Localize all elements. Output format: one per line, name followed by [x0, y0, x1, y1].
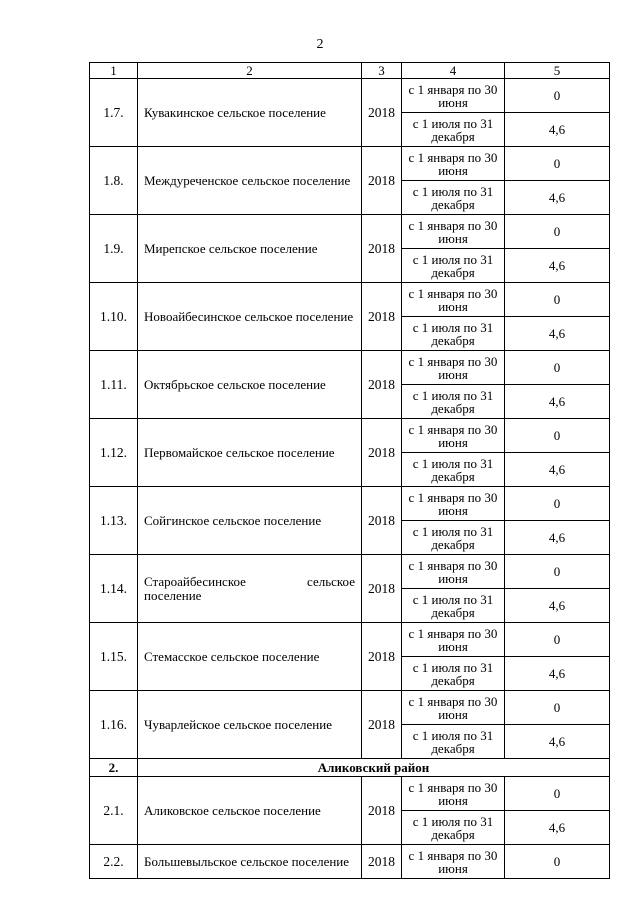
- table-row: [90, 691, 610, 725]
- settlement-name: Кувакинское сельское поселение: [138, 79, 362, 147]
- table-row: [90, 555, 610, 589]
- table-row: [90, 215, 610, 249]
- period-first-half: с 1 января по 30 июня: [402, 351, 505, 385]
- row-number: 1.15.: [90, 623, 138, 691]
- row-number: 1.7.: [90, 79, 138, 147]
- settlement-name: Октябрьское сельское поселение: [138, 351, 362, 419]
- period-second-half: с 1 июля по 31 декабря: [402, 181, 505, 215]
- year-cell: 2018: [362, 845, 402, 879]
- value-second-half: 4,6: [505, 657, 610, 691]
- period-second-half: с 1 июля по 31 декабря: [402, 113, 505, 147]
- section-number: 2.: [90, 759, 138, 777]
- table-row: [90, 351, 610, 385]
- period-first-half: с 1 января по 30 июня: [402, 691, 505, 725]
- settlement-name: Междуреченское сельское поселение: [138, 147, 362, 215]
- tariff-table: [89, 62, 610, 879]
- row-number: 1.12.: [90, 419, 138, 487]
- column-header: 3: [362, 63, 402, 79]
- row-number: 2.1.: [90, 777, 138, 845]
- row-number: 1.9.: [90, 215, 138, 283]
- table-row: [90, 147, 610, 181]
- table-row: [90, 419, 610, 453]
- period-first-half: с 1 января по 30 июня: [402, 419, 505, 453]
- row-number: 2.2.: [90, 845, 138, 879]
- period-first-half: с 1 января по 30 июня: [402, 623, 505, 657]
- value-first-half: 0: [505, 691, 610, 725]
- value-second-half: 4,6: [505, 317, 610, 351]
- year-cell: 2018: [362, 623, 402, 691]
- period-second-half: с 1 июля по 31 декабря: [402, 811, 505, 845]
- table-row: [90, 487, 610, 521]
- period-second-half: с 1 июля по 31 декабря: [402, 521, 505, 555]
- column-header: 2: [138, 63, 362, 79]
- year-cell: 2018: [362, 419, 402, 487]
- value-second-half: 4,6: [505, 589, 610, 623]
- row-number: 1.16.: [90, 691, 138, 759]
- value-first-half: 0: [505, 555, 610, 589]
- period-second-half: с 1 июля по 31 декабря: [402, 657, 505, 691]
- year-cell: 2018: [362, 147, 402, 215]
- row-number: 1.8.: [90, 147, 138, 215]
- year-cell: 2018: [362, 351, 402, 419]
- value-second-half: 4,6: [505, 249, 610, 283]
- value-second-half: 4,6: [505, 181, 610, 215]
- value-second-half: 4,6: [505, 385, 610, 419]
- settlement-name: Аликовское сельское поселение: [138, 777, 362, 845]
- period-first-half: с 1 января по 30 июня: [402, 283, 505, 317]
- period-second-half: с 1 июля по 31 декабря: [402, 249, 505, 283]
- period-second-half: с 1 июля по 31 декабря: [402, 317, 505, 351]
- period-second-half: с 1 июля по 31 декабря: [402, 589, 505, 623]
- table-row: [90, 79, 610, 113]
- row-number: 1.14.: [90, 555, 138, 623]
- value-second-half: 4,6: [505, 113, 610, 147]
- value-first-half: 0: [505, 283, 610, 317]
- period-first-half: с 1 января по 30 июня: [402, 147, 505, 181]
- period-first-half: с 1 января по 30 июня: [402, 487, 505, 521]
- period-second-half: с 1 июля по 31 декабря: [402, 725, 505, 759]
- period-second-half: с 1 июля по 31 декабря: [402, 385, 505, 419]
- period-first-half: с 1 января по 30 июня: [402, 845, 505, 879]
- settlement-name: Новоайбесинское сельское поселение: [138, 283, 362, 351]
- settlement-name: Стемасское сельское поселение: [138, 623, 362, 691]
- table-row: [90, 623, 610, 657]
- value-first-half: 0: [505, 845, 610, 879]
- settlement-name: Сойгинское сельское поселение: [138, 487, 362, 555]
- year-cell: 2018: [362, 691, 402, 759]
- settlement-name: Мирепское сельское поселение: [138, 215, 362, 283]
- page-number: 2: [316, 37, 324, 52]
- year-cell: 2018: [362, 777, 402, 845]
- column-numbers-row: [90, 63, 610, 79]
- value-first-half: 0: [505, 351, 610, 385]
- value-first-half: 0: [505, 777, 610, 811]
- settlement-name: Чуварлейское сельское поселение: [138, 691, 362, 759]
- table-row: [90, 283, 610, 317]
- period-first-half: с 1 января по 30 июня: [402, 215, 505, 249]
- row-number: 1.11.: [90, 351, 138, 419]
- year-cell: 2018: [362, 487, 402, 555]
- settlement-name: Первомайское сельское поселение: [138, 419, 362, 487]
- value-first-half: 0: [505, 419, 610, 453]
- period-first-half: с 1 января по 30 июня: [402, 555, 505, 589]
- value-second-half: 4,6: [505, 453, 610, 487]
- column-header: 5: [505, 63, 610, 79]
- value-first-half: 0: [505, 147, 610, 181]
- value-second-half: 4,6: [505, 811, 610, 845]
- value-second-half: 4,6: [505, 725, 610, 759]
- row-number: 1.10.: [90, 283, 138, 351]
- value-first-half: 0: [505, 623, 610, 657]
- value-first-half: 0: [505, 487, 610, 521]
- column-header: 4: [402, 63, 505, 79]
- section-title: Аликовский район: [138, 759, 610, 777]
- period-first-half: с 1 января по 30 июня: [402, 777, 505, 811]
- settlement-name: Староайбесинское сельское поселение: [138, 555, 362, 623]
- row-number: 1.13.: [90, 487, 138, 555]
- section-row: [90, 759, 610, 777]
- column-header: 1: [90, 63, 138, 79]
- value-second-half: 4,6: [505, 521, 610, 555]
- table-row: [90, 777, 610, 811]
- period-first-half: с 1 января по 30 июня: [402, 79, 505, 113]
- table-row: [90, 845, 610, 879]
- settlement-name: Большевыльское сельское поселение: [138, 845, 362, 879]
- year-cell: 2018: [362, 283, 402, 351]
- period-second-half: с 1 июля по 31 декабря: [402, 453, 505, 487]
- year-cell: 2018: [362, 79, 402, 147]
- value-first-half: 0: [505, 79, 610, 113]
- year-cell: 2018: [362, 555, 402, 623]
- value-first-half: 0: [505, 215, 610, 249]
- year-cell: 2018: [362, 215, 402, 283]
